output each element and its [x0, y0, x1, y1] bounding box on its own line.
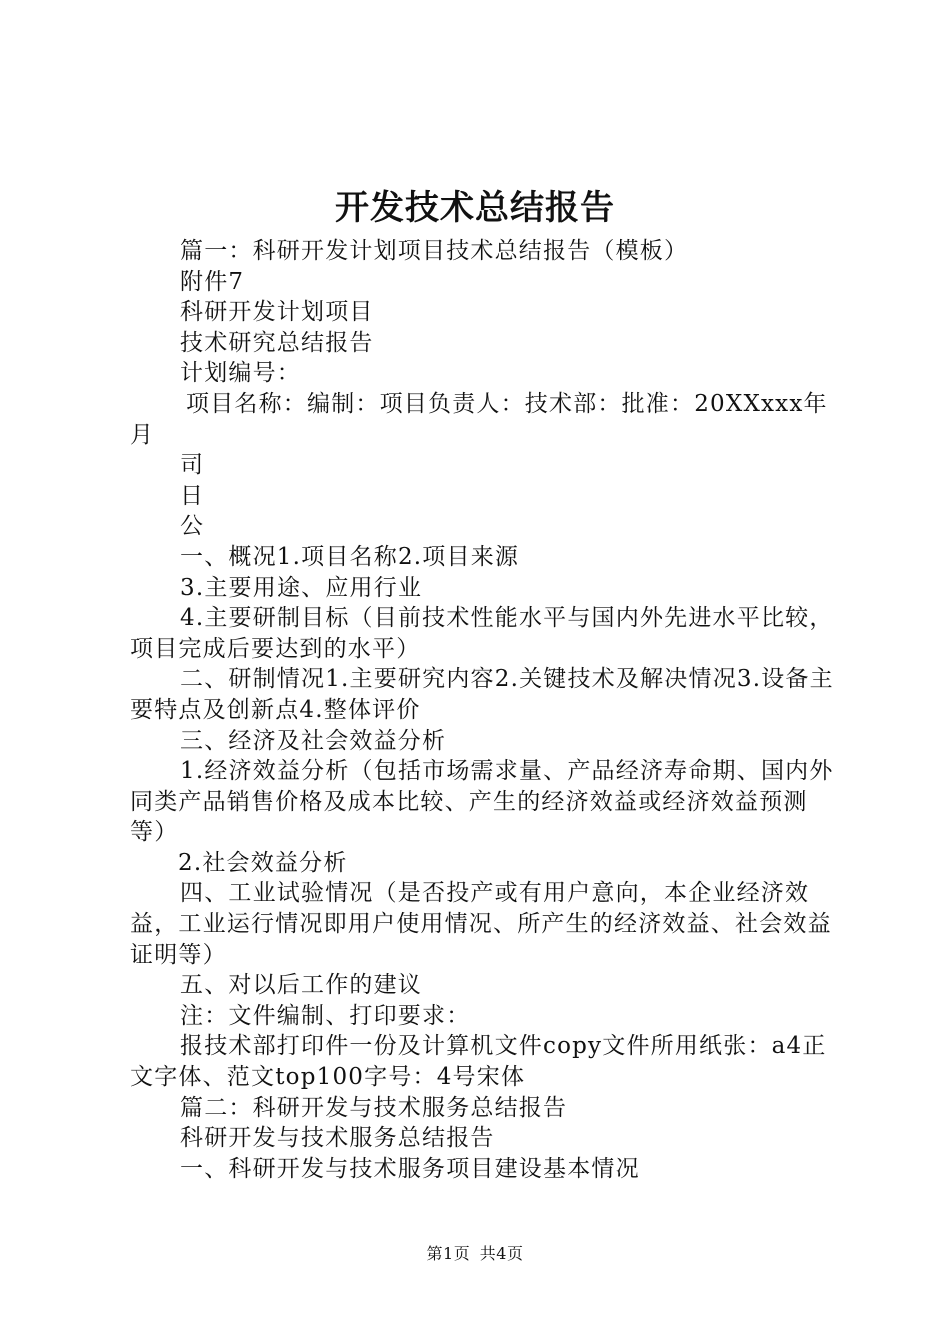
- paragraph-project-fields: 项目名称：编制：项目负责人：技术部：批准：20XXxxx年月: [130, 390, 828, 448]
- paragraph-plan-project: 科研开发计划项目: [180, 299, 374, 326]
- paragraph-plan-number: 计划编号：: [180, 360, 301, 387]
- document-body: [130, 236, 835, 1184]
- paragraph-report-name: 技术研究总结报告: [180, 329, 374, 356]
- paragraph-benefit-analysis: 三、经济及社会效益分析: [180, 727, 447, 754]
- paragraph-industrial-test: 四、工业试验情况（是否投产或有用户意向，本企业经济效益，工业运行情况即用户使用情况、所产生的经济效益、社会效益证明等）: [130, 880, 832, 968]
- paragraph-print-requirements: 报技术部打印件一份及计算机文件copy文件所用纸张：a4正文字体、范文top100字号：4号宋体: [130, 1033, 827, 1091]
- paragraph-service-report: 科研开发与技术服务总结报告: [180, 1125, 495, 1152]
- page-total: 共4页: [479, 1244, 524, 1263]
- paragraph-attachment: 附件7: [180, 268, 245, 295]
- paragraph-char-si: 司: [180, 452, 205, 479]
- paragraph-service-basics: 一、科研开发与技术服务项目建设基本情况: [180, 1155, 640, 1182]
- paragraph-note: 注：文件编制、打印要求：: [180, 1002, 471, 1029]
- paragraph-section-2-heading: 篇二：科研开发与技术服务总结报告: [180, 1094, 568, 1121]
- paragraph-section-1-heading: 篇一：科研开发计划项目技术总结报告（模板）: [180, 238, 689, 264]
- document-title: 开发技术总结报告: [335, 188, 615, 228]
- paragraph-main-target: 4.主要研制目标（目前技术性能水平与国内外先进水平比较，项目完成后要达到的水平）: [130, 605, 834, 662]
- paragraph-overview: 一、概况1.项目名称2.项目来源: [180, 543, 520, 570]
- paragraph-char-gong: 公: [180, 513, 205, 540]
- page-number: 第1页: [426, 1244, 471, 1263]
- paragraph-economic-benefit: 1.经济效益分析（包括市场需求量、产品经济寿命期、国内外同类产品销售价格及成本比较、产生的经济效益或经济效益预测等）: [130, 758, 834, 846]
- paragraph-development-status: 二、研制情况1.主要研究内容2.关键技术及解决情况3.设备主要特点及创新点4.整体评价: [130, 666, 834, 723]
- paragraph-main-use: 3.主要用途、应用行业: [180, 574, 423, 601]
- paragraph-char-ri: 日: [180, 482, 205, 509]
- paragraph-social-benefit: 2.社会效益分析: [178, 849, 348, 876]
- page-footer: [0, 1243, 950, 1265]
- paragraph-suggestions: 五、对以后工作的建议: [180, 972, 422, 999]
